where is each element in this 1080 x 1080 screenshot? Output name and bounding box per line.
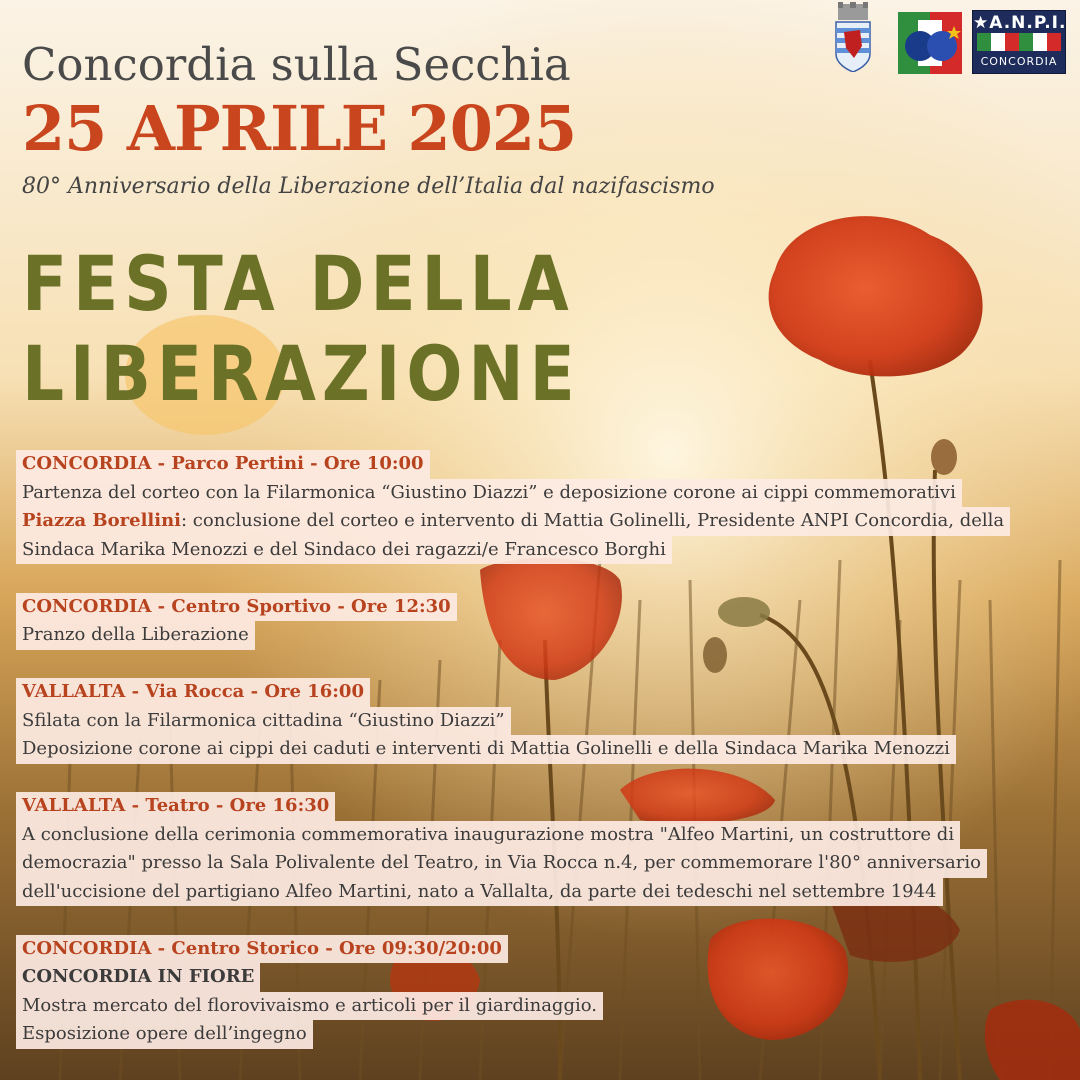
- event-date: 25 APRILE 2025: [22, 92, 577, 165]
- headline-line-2: LIBERAZIONE: [22, 330, 581, 419]
- event-description: dell'uccisione del partigiano Alfeo Martini, nato a Vallalta, da parte dei tedeschi nel settembre 1944: [16, 878, 943, 907]
- event-description: Partenza del corteo con la Filarmonica “Giustino Diazzi” e deposizione corone ai cippi commemorativi: [16, 479, 962, 508]
- event-header: VALLALTA - Via Rocca - Ore 16:00: [16, 678, 370, 707]
- event-header: CONCORDIA - Centro Sportivo - Ore 12:30: [16, 593, 457, 622]
- event-description: Pranzo della Liberazione: [16, 621, 255, 650]
- town-name: Concordia sulla Secchia: [22, 38, 571, 91]
- event-description: A conclusione della cerimonia commemorativa inaugurazione mostra "Alfeo Martini, un costruttore di: [16, 821, 960, 850]
- anpi-title: ★A.N.P.I.: [973, 13, 1067, 33]
- 80-anniversary-logo: [898, 12, 962, 74]
- event-schedule: [16, 450, 1076, 1049]
- town-crest-icon: [834, 2, 872, 72]
- anpi-city: CONCORDIA: [980, 55, 1058, 68]
- event-description: Deposizione corone ai cippi dei caduti e interventi di Mattia Golinelli e della Sindaca Marika Menozzi: [16, 735, 956, 764]
- event-header: CONCORDIA - Parco Pertini - Ore 10:00: [16, 450, 430, 479]
- italian-flag-icon: [977, 33, 1061, 51]
- event-description: Sfilata con la Filarmonica cittadina “Giustino Diazzi”: [16, 707, 511, 736]
- anpi-logo: [972, 10, 1066, 74]
- event-title: CONCORDIA IN FIORE: [16, 963, 260, 992]
- event-description: Mostra mercato del florovivaismo e articoli per il giardinaggio.: [16, 992, 603, 1021]
- event-description: democrazia" presso la Sala Polivalente del Teatro, in Via Rocca n.4, per commemorare l'80° anniversario: [16, 849, 987, 878]
- event-description: Esposizione opere dell’ingegno: [16, 1020, 313, 1049]
- event-description: [16, 507, 1010, 536]
- place-name: Piazza Borellini: [22, 510, 182, 531]
- event-description-text: : conclusione del corteo e intervento di Mattia Golinelli, Presidente ANPI Concordia, della: [181, 510, 1005, 531]
- event-description: Sindaca Marika Menozzi e del Sindaco dei ragazzi/e Francesco Borghi: [16, 536, 672, 565]
- event-header: CONCORDIA - Centro Storico - Ore 09:30/20:00: [16, 935, 508, 964]
- event-header: VALLALTA - Teatro - Ore 16:30: [16, 792, 335, 821]
- anniversary-subtitle: 80° Anniversario della Liberazione dell’Italia dal nazifascismo: [22, 174, 715, 199]
- headline-line-1: FESTA DELLA: [22, 240, 575, 329]
